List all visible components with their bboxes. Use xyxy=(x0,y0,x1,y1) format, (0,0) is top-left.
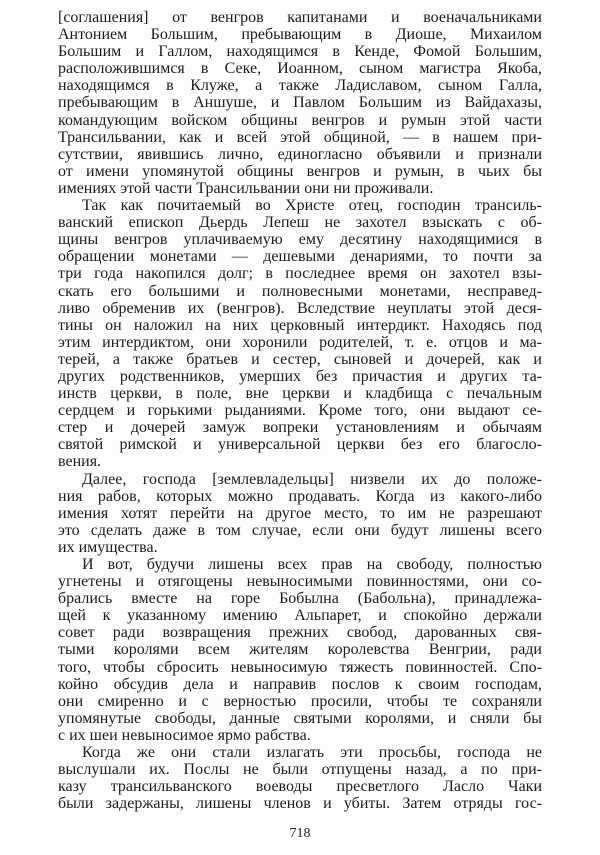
text-line: сутствии, явившись лично, единогласно объявили и признали xyxy=(58,145,542,163)
text-line: терей, а также братьев и сестер, сыновей и дочерей, как и xyxy=(58,350,542,368)
text-line: святой римской и универсальной церкви без его благосло- xyxy=(58,436,542,454)
paragraph xyxy=(58,197,542,471)
page-number: 718 xyxy=(289,826,311,841)
text-line: расположившимся в Секе, Иоанном, сыном магистра Якоба, xyxy=(58,60,542,78)
text-line: стер и дочерей замуж вопреки установлениям и обычаям xyxy=(58,419,542,437)
text-line: выслушали их. Послы не были отпущены назад, а по при- xyxy=(58,761,542,779)
text-line: тыми королями всем жителям королевства Венгрии, ради xyxy=(58,641,542,659)
body-text xyxy=(58,9,542,812)
text-line: Так как почитаемый во Христе отец, господин трансиль- xyxy=(82,197,542,215)
text-line: имениях этой части Трансильвании они ни проживали. xyxy=(58,179,434,197)
text-line: имения хотят перейти на другое место, то им не разрешают xyxy=(58,504,542,522)
text-line: скать его большими и полновесными монетами, несправед- xyxy=(58,282,542,300)
text-line: других родственников, умерших без причастия и других та- xyxy=(58,367,542,385)
text-line: этим интердиктом, они хоронили родителей, т. е. отцов и ма- xyxy=(58,333,542,351)
paragraph xyxy=(58,556,542,744)
text-line: они смиренно и с верностью просили, чтобы те сохраняли xyxy=(58,692,542,710)
text-line: вения. xyxy=(58,453,102,471)
paragraph xyxy=(58,9,542,197)
text-line: их имущества. xyxy=(58,538,158,556)
text-line: ливо обременив их (венгров). Вследствие неуплаты этой деся- xyxy=(58,299,542,317)
text-line: обращении монетами — дешевыми денариями, то почти за xyxy=(58,248,542,266)
text-line: три года накопился долг; в последнее время он захотел взы- xyxy=(58,265,542,283)
text-line: ния рабов, которых можно продавать. Когда из какого-либо xyxy=(58,487,542,505)
text-line: койно обсудив дела и направив послов к своим господам, xyxy=(58,675,542,693)
text-line: от имени упомянутой общины венгров и румын, в чьих бы xyxy=(58,162,542,180)
text-line: инств церкви, в поле, вне церкви и кладбища с печальным xyxy=(58,385,542,403)
paragraph xyxy=(58,471,542,556)
text-line: казу трансильванского воеводы пресветлого Ласло Чаки xyxy=(58,778,542,796)
text-line: И вот, будучи лишены всех прав на свободу, полностью xyxy=(82,556,542,573)
text-line: Когда же они стали излагать эти просьбы, господа не xyxy=(82,744,542,762)
text-line: это сделать даже в том случае, если они будут лишены всего xyxy=(58,521,542,539)
text-line: с их шеи невыносимое ярмо рабства. xyxy=(58,726,311,744)
text-line: щей к указанному имению Альпарет, и спокойно держали xyxy=(58,607,542,625)
text-line: Антонием Большим, пребывающим в Диоше, Михаилом xyxy=(58,26,542,44)
text-line: сердцем и горькими рыданиями. Кроме того, они выдают се- xyxy=(58,402,542,420)
text-line: находящимся в Клуже, а также Ладиславом, сыном Галла, xyxy=(58,77,542,95)
text-line: упомянутые свободы, данные святыми королями, и сняли бы xyxy=(58,709,542,727)
text-line: брались вместе на горе Бобылна (Бабольна), принадлежа- xyxy=(58,590,542,608)
text-line: тины он наложил на них церковный интердикт. Находясь под xyxy=(58,316,542,334)
text-line: щины венгров уплачиваемую ему десятину находящимися в xyxy=(58,231,542,249)
text-line: Далее, господа [землевладельцы] низвели их до положе- xyxy=(82,470,542,488)
text-line: ванский епископ Дьердь Лепеш не захотел взыскать с об- xyxy=(58,214,542,232)
text-line: Большим и Галлом, находящимся в Кенде, Фомой Большим, xyxy=(58,43,542,61)
paragraph xyxy=(58,744,542,812)
text-line: командующим войском общины венгров и румын этой части xyxy=(58,111,542,129)
text-line: были задержаны, лишены членов и убиты. Затем отряды гос- xyxy=(58,795,542,813)
text-line: угнетены и отягощены невыносимыми повинностями, они со- xyxy=(58,573,542,591)
text-line: совет ради возвращения прежних свобод, дарованных свя- xyxy=(58,624,542,642)
text-line: Трансильвании, как и всей этой общиной, — в нашем при- xyxy=(58,128,542,146)
text-line: пребывающим в Аншуше, и Павлом Большим из Вайдахазы, xyxy=(58,94,542,112)
text-line: [соглашения] от венгров капитанами и военачальниками xyxy=(58,9,542,26)
text-line: того, чтобы сбросить невыносимую тяжесть повинностей. Спо- xyxy=(58,658,542,676)
